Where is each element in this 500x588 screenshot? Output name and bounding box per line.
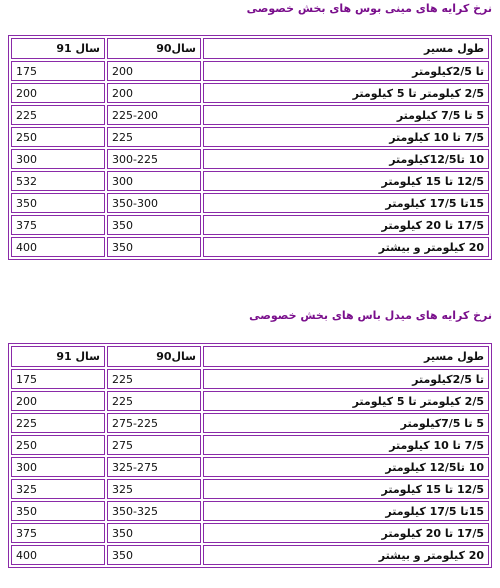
fare-91-cell: 200 [11, 83, 105, 103]
route-length-cell: 5 تا 7/5کیلومتر [203, 413, 489, 433]
table-header-row [11, 346, 489, 367]
route-length-cell: تا 2/5کیلومتر [203, 61, 489, 81]
table-row [11, 215, 489, 235]
table-row [11, 83, 489, 103]
table-row [11, 61, 489, 81]
table-row [11, 545, 489, 565]
table-row [11, 413, 489, 433]
fare-90-cell: 225 [107, 391, 201, 411]
route-length-cell: 2/5 کیلومتر تا 5 کیلومتر [203, 391, 489, 411]
route-length-cell: 20 کیلومتر و بیشتر [203, 237, 489, 257]
fare-91-cell: 225 [11, 105, 105, 125]
table-row [11, 435, 489, 455]
midibus-section-title: نرخ کرایه های میدل باس های بخش خصوصی [249, 309, 492, 322]
fare-91-cell: 200 [11, 391, 105, 411]
fare-91-cell: 225 [11, 413, 105, 433]
route-length-cell: تا 2/5کیلومتر [203, 369, 489, 389]
fare-90-cell: 275-225 [107, 413, 201, 433]
table-row [11, 149, 489, 169]
fare-90-cell: 300-225 [107, 149, 201, 169]
route-length-cell: 7/5 تا 10 کیلومتر [203, 127, 489, 147]
fare-91-cell: 300 [11, 457, 105, 477]
table-row [11, 523, 489, 543]
route-length-cell: 2/5 کیلومتر تا 5 کیلومتر [203, 83, 489, 103]
fare-91-cell: 175 [11, 369, 105, 389]
fare-91-cell: 350 [11, 193, 105, 213]
table-row [11, 127, 489, 147]
table-row [11, 501, 489, 521]
fare-90-cell: 350 [107, 237, 201, 257]
fare-90-cell: 350-300 [107, 193, 201, 213]
fare-90-cell: 350 [107, 523, 201, 543]
minibus-fare-table [8, 35, 492, 260]
minibus-section-title: نرخ کرایه های مینی بوس های بخش خصوصی [246, 2, 492, 15]
header-year-90: سال90 [107, 38, 201, 59]
fare-90-cell: 275 [107, 435, 201, 455]
fare-91-cell: 300 [11, 149, 105, 169]
fare-90-cell: 350-325 [107, 501, 201, 521]
fare-91-cell: 325 [11, 479, 105, 499]
route-length-cell: 15تا 17/5 کیلومتر [203, 193, 489, 213]
table-row [11, 237, 489, 257]
fare-90-cell: 200 [107, 61, 201, 81]
fare-91-cell: 250 [11, 435, 105, 455]
fare-90-cell: 350 [107, 545, 201, 565]
fare-90-cell: 350 [107, 215, 201, 235]
table-row [11, 105, 489, 125]
fare-90-cell: 325-275 [107, 457, 201, 477]
fare-90-cell: 225 [107, 127, 201, 147]
route-length-cell: 10 تا12/5کیلومتر [203, 149, 489, 169]
fare-91-cell: 375 [11, 523, 105, 543]
fare-91-cell: 400 [11, 545, 105, 565]
route-length-cell: 12/5 تا 15 کیلومتر [203, 479, 489, 499]
fare-90-cell: 225-200 [107, 105, 201, 125]
fare-91-cell: 175 [11, 61, 105, 81]
fare-90-cell: 300 [107, 171, 201, 191]
route-length-cell: 17/5 تا 20 کیلومتر [203, 523, 489, 543]
fare-90-cell: 225 [107, 369, 201, 389]
table-header-row [11, 38, 489, 59]
route-length-cell: 5 تا 7/5 کیلومتر [203, 105, 489, 125]
table-row [11, 193, 489, 213]
header-route-length: طول مسیر [203, 38, 489, 59]
fare-91-cell: 400 [11, 237, 105, 257]
table-row [11, 369, 489, 389]
midibus-fare-table [8, 343, 492, 568]
fare-91-cell: 532 [11, 171, 105, 191]
table-row [11, 479, 489, 499]
fare-90-cell: 325 [107, 479, 201, 499]
fare-91-cell: 375 [11, 215, 105, 235]
route-length-cell: 10 تا12/5 کیلومتر [203, 457, 489, 477]
header-year-90: سال90 [107, 346, 201, 367]
header-year-91: سال 91 [11, 346, 105, 367]
table-row [11, 391, 489, 411]
route-length-cell: 20 کیلومتر و بیشتر [203, 545, 489, 565]
fare-91-cell: 350 [11, 501, 105, 521]
table-row [11, 457, 489, 477]
table-row [11, 171, 489, 191]
header-route-length: طول مسیر [203, 346, 489, 367]
header-year-91: سال 91 [11, 38, 105, 59]
route-length-cell: 12/5 تا 15 کیلومتر [203, 171, 489, 191]
fare-90-cell: 200 [107, 83, 201, 103]
fare-91-cell: 250 [11, 127, 105, 147]
route-length-cell: 17/5 تا 20 کیلومتر [203, 215, 489, 235]
route-length-cell: 15تا 17/5 کیلومتر [203, 501, 489, 521]
route-length-cell: 7/5 تا 10 کیلومتر [203, 435, 489, 455]
